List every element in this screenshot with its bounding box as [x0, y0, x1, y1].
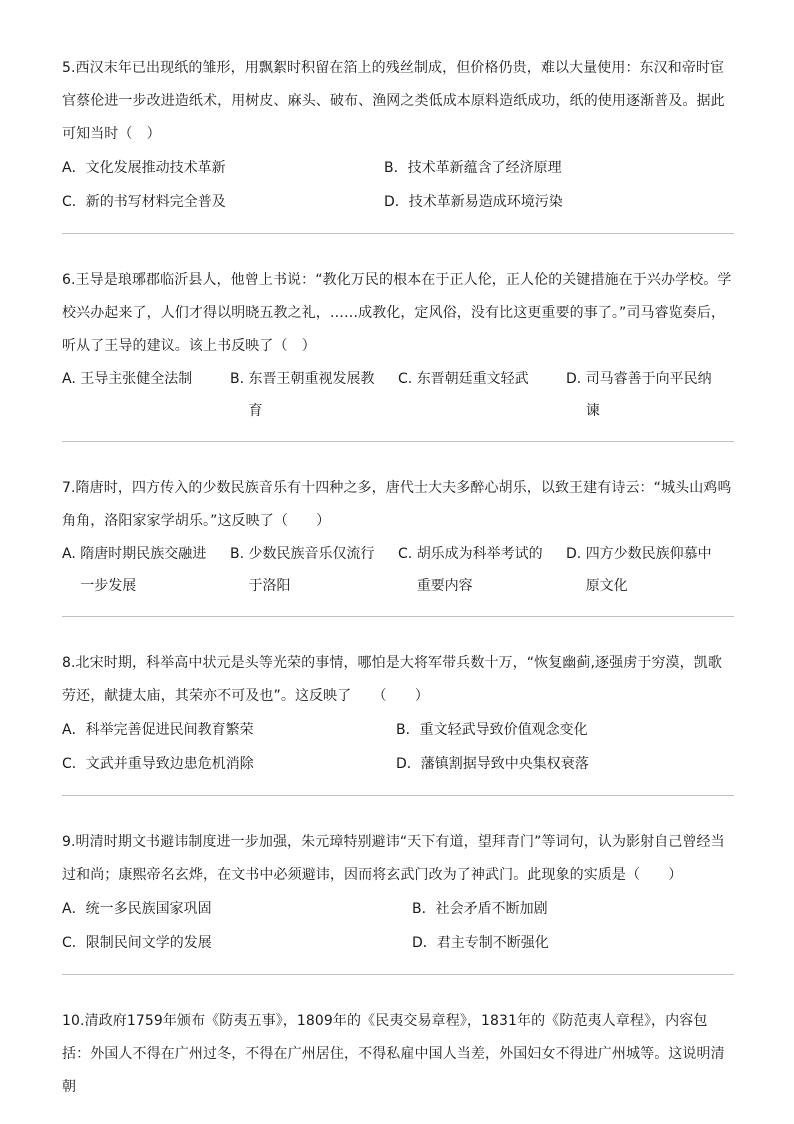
option-c[interactable] [62, 926, 412, 960]
option-d[interactable] [396, 747, 734, 781]
option-key: B． [384, 160, 408, 176]
option-text: 王导主张健全法制 [80, 371, 193, 387]
question-8 [62, 647, 734, 781]
option-key: B． [412, 901, 436, 917]
option-key: D． [412, 935, 437, 951]
option-text: 东晋王朝重视发展教育 [248, 371, 375, 419]
option-text: 社会矛盾不断加剧 [435, 901, 548, 917]
option-text: 统一多民族国家巩固 [85, 901, 212, 917]
option-key: B. [230, 546, 249, 562]
option-a[interactable] [62, 363, 230, 427]
option-key: A． [62, 722, 86, 738]
divider [62, 441, 734, 442]
option-key: C． [62, 194, 86, 210]
option-c[interactable] [62, 185, 384, 219]
option-key: C. [398, 371, 417, 387]
option-a[interactable] [62, 713, 396, 747]
option-key: D． [384, 194, 409, 210]
option-c[interactable] [62, 747, 396, 781]
option-a[interactable] [62, 892, 412, 926]
option-text: 藩镇割据导致中央集权衰落 [420, 756, 589, 772]
option-text: 限制民间文学的发展 [85, 935, 212, 951]
option-text: 四方少数民族仰慕中原文化 [585, 546, 712, 594]
option-key: D． [396, 756, 421, 772]
option-text: 胡乐成为科举考试的重要内容 [416, 546, 543, 594]
option-key: D. [566, 371, 586, 387]
option-text: 科举完善促进民间教育繁荣 [85, 722, 254, 738]
option-text: 东晋朝廷重文轻武 [416, 371, 529, 387]
question-9 [62, 826, 734, 960]
option-text: 君主专制不断强化 [436, 935, 549, 951]
option-text: 技术革新易造成环境污染 [408, 194, 563, 210]
divider [62, 616, 734, 617]
option-list [62, 713, 734, 781]
option-c[interactable] [398, 363, 566, 427]
option-list [62, 363, 734, 427]
option-d[interactable] [412, 926, 734, 960]
option-key: B． [396, 722, 420, 738]
option-key: B. [230, 371, 249, 387]
question-10 [62, 1005, 734, 1104]
option-d[interactable] [384, 185, 734, 219]
option-text: 文武并重导致边患危机消除 [85, 756, 254, 772]
option-key: A． [62, 160, 86, 176]
question-stem: 6.王导是琅琊郡临沂县人，他曾上书说：“教化万民的根本在于正人伦，正人伦的关键措施在于兴办学校。学校兴办起来了，人们才得以明晓五教之礼，……成教化，定风俗，没有比这更重要的事了。”司马睿览奏后，听从了王导的建议。该上书反映了（ ） [62, 272, 732, 354]
question-stem: 8.北宋时期，科举高中状元是头等光荣的事情，哪怕是大将军带兵数十万，“恢复幽蓟,逐强虏于穷漠，凯歌劳还，献捷太庙，其荣亦不可及也”。这反映了 （ ） [62, 655, 722, 704]
option-key: C． [62, 935, 86, 951]
option-list [62, 538, 734, 602]
option-b[interactable] [230, 363, 398, 427]
option-text: 隋唐时期民族交融进一步发展 [80, 546, 207, 594]
option-d[interactable] [566, 538, 734, 602]
option-key: C. [398, 546, 417, 562]
question-stem: 10.清政府1759年颁布《防夷五事》，1809年的《民夷交易章程》，1831年的《防范夷人章程》，内容包括：外国人不得在广州过冬，不得在广州居住，不得私雇中国人当差，外国妇女不得进广州城等。这说明清朝 [62, 1013, 725, 1095]
option-text: 新的书写材料完全普及 [85, 194, 226, 210]
option-list [62, 151, 734, 219]
option-key: A. [62, 371, 81, 387]
question-stem: 5.西汉末年已出现纸的雏形，用飘絮时积留在箔上的残丝制成，但价格仍贵，难以大量使用：东汉和帝时宦官蔡伦进一步改进造纸术，用树皮、麻头、破布、渔网之类低成本原料造纸成功，纸的使用逐渐普及。据此可知当时（ ） [62, 60, 725, 142]
question-stem: 7.隋唐时，四方传入的少数民族音乐有十四种之多，唐代士大夫多醉心胡乐，以致王建有诗云：“城头山鸡鸣角角，洛阳家家学胡乐。”这反映了（ ） [62, 480, 732, 529]
option-text: 技术革新蕴含了经济原理 [407, 160, 562, 176]
option-text: 少数民族音乐仅流行于洛阳 [248, 546, 375, 594]
question-7 [62, 472, 734, 602]
question-sheet [62, 52, 734, 1104]
option-key: A. [62, 546, 81, 562]
option-b[interactable] [384, 151, 734, 185]
question-6 [62, 264, 734, 427]
option-c[interactable] [398, 538, 566, 602]
option-text: 重文轻武导致价值观念变化 [419, 722, 588, 738]
option-text: 文化发展推动技术革新 [85, 160, 226, 176]
option-text: 司马睿善于向平民纳谏 [585, 371, 712, 419]
divider [62, 233, 734, 234]
option-key: A． [62, 901, 86, 917]
option-d[interactable] [566, 363, 734, 427]
divider [62, 974, 734, 975]
option-a[interactable] [62, 538, 230, 602]
question-5 [62, 52, 734, 219]
option-b[interactable] [412, 892, 734, 926]
option-b[interactable] [230, 538, 398, 602]
option-a[interactable] [62, 151, 384, 185]
divider [62, 795, 734, 796]
option-list [62, 892, 734, 960]
option-key: C． [62, 756, 86, 772]
option-key: D. [566, 546, 586, 562]
option-b[interactable] [396, 713, 734, 747]
question-stem: 9.明清时期文书避讳制度进一步加强，朱元璋特别避讳“天下有道，望拜青门”等词句，认为影射自己曾经当过和尚；康熙帝名玄烨，在文书中必须避讳，因而将玄武门改为了神武门。此现象的实质是（ ） [62, 834, 725, 883]
